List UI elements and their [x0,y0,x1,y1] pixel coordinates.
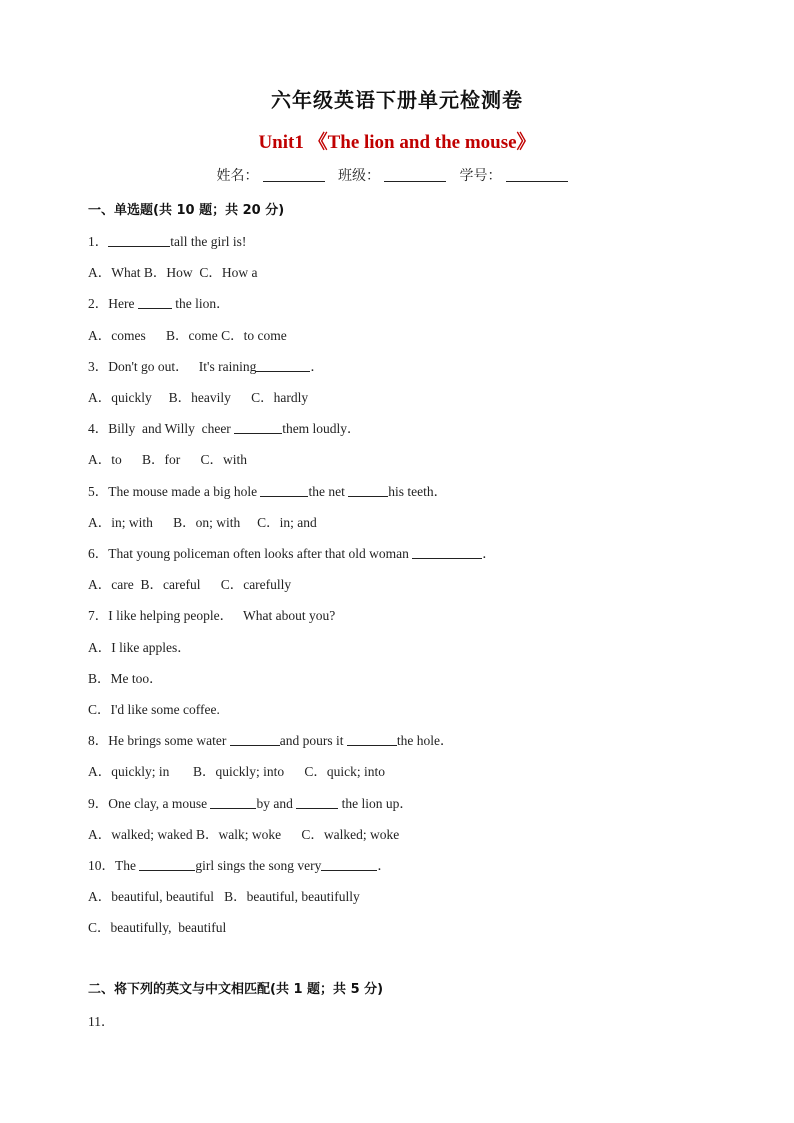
class-blank[interactable] [384,167,446,182]
answer-blank[interactable] [108,234,170,247]
question-4-options: A．to B．for C．with [88,452,248,467]
number-label: 学号： [459,169,502,184]
answer-blank[interactable] [321,858,377,871]
question-6-options: A．care B．careful C．carefully [88,577,292,592]
question-5-options: A．in; with B．on; with C．in; and [88,515,317,530]
answer-blank[interactable] [256,359,310,372]
section-2-heading: 二、将下列的英文与中文相匹配(共 1 题；共 5 分) [88,982,384,997]
question-9-options: A．walked; waked B．walk; woke C．walked; woke [88,827,400,842]
class-label: 班级： [338,169,380,184]
page-title: 六年级英语下册单元检测卷 [271,88,523,112]
question-7: 7．I like helping people． What about you? [88,608,336,623]
question-11: 11． [88,1014,115,1029]
answer-blank[interactable] [234,421,282,434]
answer-blank[interactable] [348,484,388,497]
question-10-options: A．beautiful, beautiful B．beautiful, beautifully [88,889,360,904]
number-blank[interactable] [506,167,568,182]
question-3-options: A．quickly B．heavily C．hardly [88,390,309,405]
question-9: 9．One clay, a mouse by and the lion up． [88,796,413,811]
question-10-option-c: C．beautifully, beautiful [88,920,227,935]
question-5: 5．The mouse made a big hole the net his teeth． [88,484,448,499]
unit-subtitle: Unit1 《The lion and the mouse》 [258,132,536,153]
answer-blank[interactable] [412,546,482,559]
answer-blank[interactable] [296,796,338,809]
answer-blank[interactable] [347,733,397,746]
name-blank[interactable] [263,167,325,182]
question-8-options: A．quickly; in B．quickly; into C．quick; into [88,764,385,779]
student-info-row [0,165,794,185]
answer-blank[interactable] [230,733,280,746]
answer-blank[interactable] [210,796,256,809]
question-8: 8．He brings some water and pours it the hole． [88,733,454,748]
question-3: 3．Don't go out． It's raining ． [88,359,324,374]
question-2: 2．Here the lion． [88,296,230,311]
question-1: 1． tall the girl is! [88,234,247,249]
question-4: 4．Billy and Willy cheer them loudly． [88,421,361,436]
question-10: 10．The girl sings the song very ． [88,858,391,873]
question-7-option-a: A．I like apples． [88,640,191,655]
answer-blank[interactable] [260,484,308,497]
section-1-heading: 一、单选题(共 10 题；共 20 分) [88,203,285,218]
question-1-options: A．What B．How C．How a [88,265,258,280]
name-label: 姓名： [216,169,259,184]
answer-blank[interactable] [139,858,195,871]
question-7-option-b: B．Me too． [88,671,163,686]
question-6: 6．That young policeman often looks after that old woman ． [88,546,496,561]
question-2-options: A．comes B．come C．to come [88,328,287,343]
question-7-option-c: C．I'd like some coffee. [88,702,220,717]
answer-blank[interactable] [138,296,172,309]
